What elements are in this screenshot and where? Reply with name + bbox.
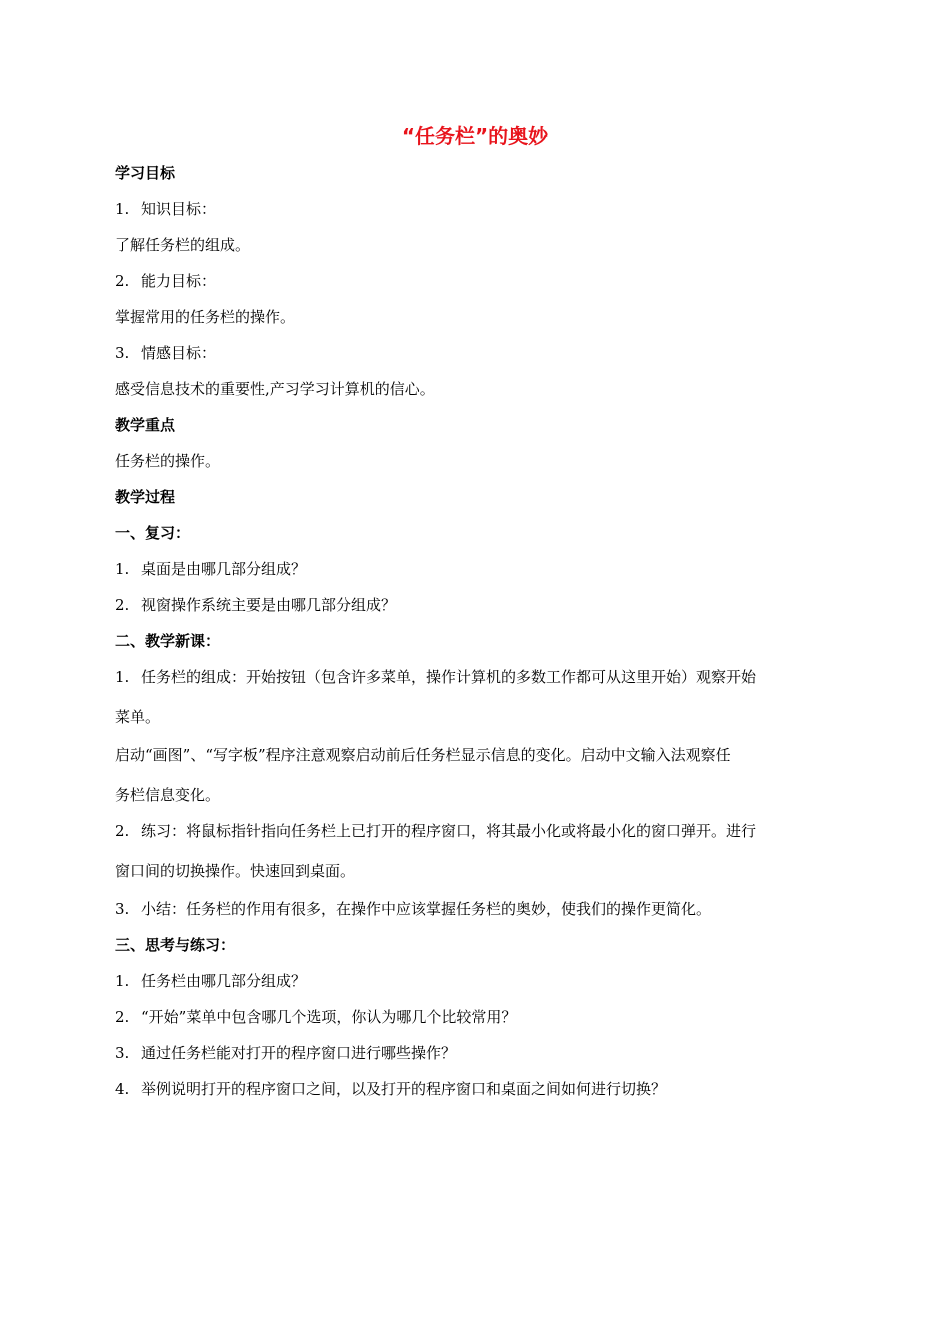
new-lesson-paragraph-3: [115, 898, 840, 920]
new-lesson-paragraph-2-line-2: 窗口间的切换操作。快速回到桌面。: [115, 862, 356, 880]
objective-item-1: [115, 198, 840, 220]
list-number: 4.: [115, 1080, 130, 1098]
list-number: 2.: [115, 822, 130, 840]
review-question-2: [115, 594, 840, 616]
list-number: 3.: [115, 900, 130, 918]
new-lesson-paragraph-1b-line-1: 启动“画图”、“写字板”程序注意观察启动前后任务栏显示信息的变化。启动中文输入法观察任: [115, 746, 731, 764]
review-heading: 一、复习：: [115, 524, 191, 542]
focus-heading: 教学重点: [115, 416, 176, 434]
practice-question-1: [115, 970, 840, 992]
practice-question-2: [115, 1006, 840, 1028]
question-text: “开始”菜单中包含哪几个选项，你认为哪几个比较常用？: [141, 1008, 517, 1026]
objective-item-3: [115, 342, 840, 364]
list-number: 2.: [115, 272, 130, 290]
paragraph-text: 小结：任务栏的作用有很多，在操作中应该掌握任务栏的奥妙，使我们的操作更简化。: [141, 900, 712, 918]
document-title: “任务栏”的奥妙: [401, 124, 549, 148]
list-number: 1.: [115, 560, 130, 578]
question-text: 视窗操作系统主要是由哪几部分组成？: [141, 596, 397, 614]
process-heading: 教学过程: [115, 488, 176, 506]
objective-label: 情感目标：: [141, 344, 217, 362]
new-lesson-paragraph-2-line-1: [115, 820, 840, 842]
objective-text-3: 感受信息技术的重要性,产习学习计算机的信心。: [115, 380, 435, 398]
list-number: 1.: [115, 972, 130, 990]
objectives-heading: 学习目标: [115, 164, 176, 182]
list-number: 2.: [115, 1008, 130, 1026]
list-number: 2.: [115, 596, 130, 614]
paragraph-text: 任务栏的组成：开始按钮（包含许多菜单，操作计算机的多数工作都可从这里开始）观察开始: [141, 668, 757, 686]
paragraph-text: 练习：将鼠标指针指向任务栏上已打开的程序窗口，将其最小化或将最小化的窗口弹开。进行: [141, 822, 757, 840]
new-lesson-heading: 二、教学新课：: [115, 632, 221, 650]
new-lesson-paragraph-1b-line-2: 务栏信息变化。: [115, 786, 221, 804]
list-number: 1.: [115, 668, 130, 686]
practice-question-4: [115, 1078, 840, 1100]
list-number: 3.: [115, 344, 130, 362]
practice-heading: 三、思考与练习：: [115, 936, 236, 954]
new-lesson-paragraph-1-line-2: 菜单。: [115, 708, 161, 726]
objective-text-1: 了解任务栏的组成。: [115, 236, 251, 254]
list-number: 3.: [115, 1044, 130, 1062]
question-text: 通过任务栏能对打开的程序窗口进行哪些操作？: [141, 1044, 457, 1062]
objective-text-2: 掌握常用的任务栏的操作。: [115, 308, 296, 326]
focus-text: 任务栏的操作。: [115, 452, 221, 470]
review-question-1: [115, 558, 840, 580]
objective-item-2: [115, 270, 840, 292]
question-text: 任务栏由哪几部分组成？: [141, 972, 307, 990]
list-number: 1.: [115, 200, 130, 218]
question-text: 举例说明打开的程序窗口之间，以及打开的程序窗口和桌面之间如何进行切换？: [141, 1080, 667, 1098]
question-text: 桌面是由哪几部分组成？: [141, 560, 307, 578]
objective-label: 知识目标：: [141, 200, 217, 218]
practice-question-3: [115, 1042, 840, 1064]
objective-label: 能力目标：: [141, 272, 217, 290]
new-lesson-paragraph-1-line-1: [115, 666, 840, 688]
